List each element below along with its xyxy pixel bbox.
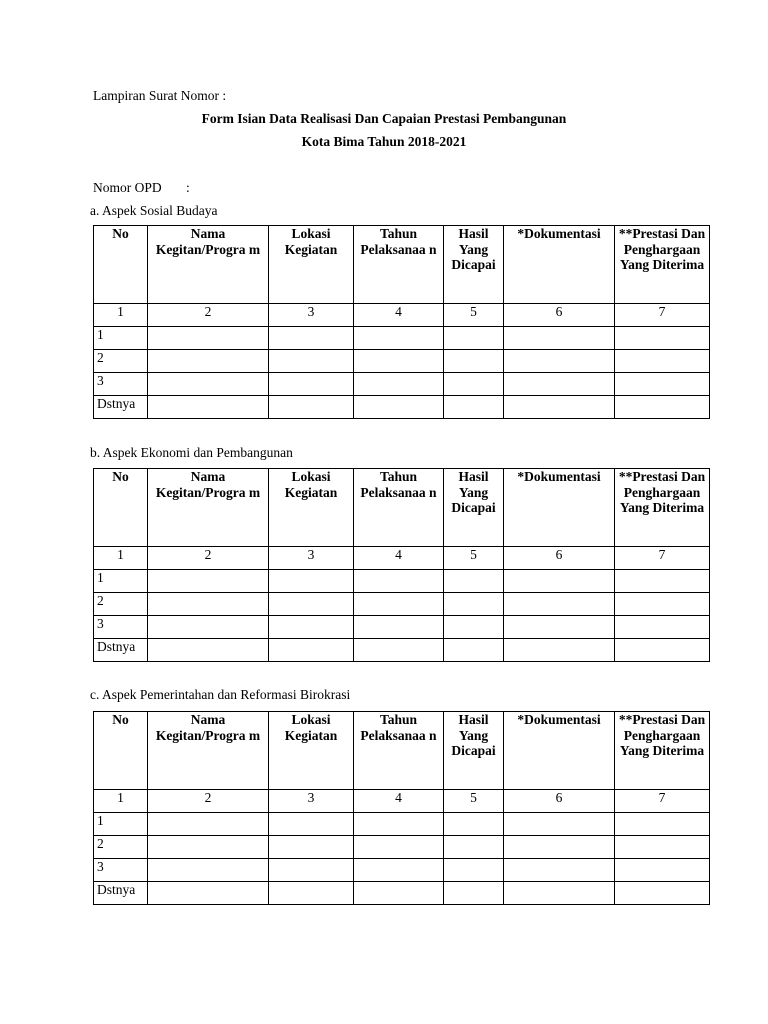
row-number: 1 bbox=[94, 570, 148, 593]
header-col-nama-kegiatan: Nama Kegitan/Progra m bbox=[148, 712, 269, 790]
section-heading-c bbox=[90, 687, 350, 703]
column-number: 4 bbox=[354, 304, 444, 327]
header-col-tahun: Tahun Pelaksanaa n bbox=[354, 226, 444, 304]
empty-input-cell[interactable] bbox=[615, 396, 710, 419]
empty-input-cell[interactable] bbox=[504, 373, 615, 396]
empty-input-cell[interactable] bbox=[504, 882, 615, 905]
table-row bbox=[94, 593, 710, 616]
empty-input-cell[interactable] bbox=[269, 593, 354, 616]
column-number-row bbox=[94, 547, 710, 570]
empty-input-cell[interactable] bbox=[269, 327, 354, 350]
empty-input-cell[interactable] bbox=[148, 882, 269, 905]
empty-input-cell[interactable] bbox=[444, 859, 504, 882]
empty-input-cell[interactable] bbox=[269, 639, 354, 662]
empty-input-cell[interactable] bbox=[615, 882, 710, 905]
section-heading-b bbox=[90, 445, 293, 461]
empty-input-cell[interactable] bbox=[148, 813, 269, 836]
empty-input-cell[interactable] bbox=[354, 859, 444, 882]
column-number: 6 bbox=[504, 790, 615, 813]
table-row bbox=[94, 570, 710, 593]
empty-input-cell[interactable] bbox=[504, 859, 615, 882]
empty-input-cell[interactable] bbox=[354, 327, 444, 350]
empty-input-cell[interactable] bbox=[148, 373, 269, 396]
column-number: 5 bbox=[444, 790, 504, 813]
table-row bbox=[94, 859, 710, 882]
empty-input-cell[interactable] bbox=[444, 639, 504, 662]
empty-input-cell[interactable] bbox=[354, 350, 444, 373]
empty-input-cell[interactable] bbox=[615, 373, 710, 396]
row-number: 1 bbox=[94, 327, 148, 350]
row-number: 2 bbox=[94, 350, 148, 373]
empty-input-cell[interactable] bbox=[444, 570, 504, 593]
row-number: 3 bbox=[94, 859, 148, 882]
column-number-row bbox=[94, 304, 710, 327]
section-title: Aspek Sosial Budaya bbox=[102, 203, 218, 218]
section-title: Aspek Pemerintahan dan Reformasi Birokrasi bbox=[102, 687, 351, 702]
empty-input-cell[interactable] bbox=[148, 570, 269, 593]
empty-input-cell[interactable] bbox=[354, 836, 444, 859]
row-number: 1 bbox=[94, 813, 148, 836]
table-row bbox=[94, 882, 710, 905]
empty-input-cell[interactable] bbox=[269, 350, 354, 373]
header-col-dokumentasi: *Dokumentasi bbox=[504, 226, 615, 304]
empty-input-cell[interactable] bbox=[148, 327, 269, 350]
table-row bbox=[94, 350, 710, 373]
empty-input-cell[interactable] bbox=[504, 836, 615, 859]
column-number-row bbox=[94, 790, 710, 813]
column-number: 4 bbox=[354, 547, 444, 570]
empty-input-cell[interactable] bbox=[269, 882, 354, 905]
empty-input-cell[interactable] bbox=[504, 593, 615, 616]
header-col-dokumentasi: *Dokumentasi bbox=[504, 712, 615, 790]
empty-input-cell[interactable] bbox=[269, 813, 354, 836]
column-number: 3 bbox=[269, 304, 354, 327]
header-col-no: No bbox=[94, 469, 148, 547]
header-col-nama-kegiatan: Nama Kegitan/Progra m bbox=[148, 469, 269, 547]
empty-input-cell[interactable] bbox=[269, 616, 354, 639]
header-col-hasil: Hasil Yang Dicapai bbox=[444, 226, 504, 304]
empty-input-cell[interactable] bbox=[269, 859, 354, 882]
empty-input-cell[interactable] bbox=[354, 813, 444, 836]
empty-input-cell[interactable] bbox=[504, 813, 615, 836]
form-table-ekonomi-pembangunan bbox=[93, 468, 710, 662]
column-number: 1 bbox=[94, 790, 148, 813]
empty-input-cell[interactable] bbox=[504, 350, 615, 373]
row-number: Dstnya bbox=[94, 639, 148, 662]
nomor-opd-colon: : bbox=[186, 180, 190, 195]
empty-input-cell[interactable] bbox=[615, 327, 710, 350]
table-header-row bbox=[94, 469, 710, 547]
form-table-sosial-budaya bbox=[93, 225, 710, 419]
empty-input-cell[interactable] bbox=[615, 570, 710, 593]
header-col-no: No bbox=[94, 712, 148, 790]
lampiran-line: Lampiran Surat Nomor : bbox=[93, 88, 227, 103]
empty-input-cell[interactable] bbox=[504, 327, 615, 350]
empty-input-cell[interactable] bbox=[444, 882, 504, 905]
empty-input-cell[interactable] bbox=[444, 813, 504, 836]
empty-input-cell[interactable] bbox=[615, 616, 710, 639]
column-number: 2 bbox=[148, 304, 269, 327]
table-header-row bbox=[94, 226, 710, 304]
document-title: Form Isian Data Realisasi Dan Capaian Prestasi Pembangunan bbox=[201, 111, 567, 126]
column-number: 7 bbox=[615, 304, 710, 327]
section-title: Aspek Ekonomi dan Pembangunan bbox=[102, 445, 293, 460]
empty-input-cell[interactable] bbox=[444, 836, 504, 859]
table-row bbox=[94, 813, 710, 836]
empty-input-cell[interactable] bbox=[269, 836, 354, 859]
empty-input-cell[interactable] bbox=[148, 350, 269, 373]
row-number: Dstnya bbox=[94, 882, 148, 905]
column-number: 1 bbox=[94, 547, 148, 570]
header-col-tahun: Tahun Pelaksanaa n bbox=[354, 469, 444, 547]
empty-input-cell[interactable] bbox=[444, 327, 504, 350]
empty-input-cell[interactable] bbox=[354, 639, 444, 662]
empty-input-cell[interactable] bbox=[269, 373, 354, 396]
column-number: 5 bbox=[444, 304, 504, 327]
empty-input-cell[interactable] bbox=[148, 396, 269, 419]
empty-input-cell[interactable] bbox=[615, 639, 710, 662]
table-row bbox=[94, 396, 710, 419]
header-col-prestasi: **Prestasi Dan Penghargaan Yang Diterima bbox=[615, 712, 710, 790]
column-number: 3 bbox=[269, 790, 354, 813]
empty-input-cell[interactable] bbox=[615, 593, 710, 616]
row-number: 2 bbox=[94, 836, 148, 859]
empty-input-cell[interactable] bbox=[354, 593, 444, 616]
empty-input-cell[interactable] bbox=[354, 570, 444, 593]
table-row bbox=[94, 616, 710, 639]
section-marker: c. bbox=[90, 687, 100, 702]
column-number: 3 bbox=[269, 547, 354, 570]
empty-input-cell[interactable] bbox=[444, 373, 504, 396]
empty-input-cell[interactable] bbox=[354, 616, 444, 639]
table-row bbox=[94, 639, 710, 662]
column-number: 7 bbox=[615, 547, 710, 570]
empty-input-cell[interactable] bbox=[269, 570, 354, 593]
empty-input-cell[interactable] bbox=[615, 350, 710, 373]
empty-input-cell[interactable] bbox=[615, 859, 710, 882]
section-marker: b. bbox=[90, 445, 101, 460]
empty-input-cell[interactable] bbox=[444, 616, 504, 639]
column-number: 2 bbox=[148, 790, 269, 813]
nomor-opd-label: Nomor OPD bbox=[93, 180, 162, 195]
empty-input-cell[interactable] bbox=[504, 616, 615, 639]
empty-input-cell[interactable] bbox=[148, 593, 269, 616]
column-number: 4 bbox=[354, 790, 444, 813]
document-subtitle: Kota Bima Tahun 2018-2021 bbox=[301, 134, 467, 149]
column-number: 6 bbox=[504, 304, 615, 327]
header-col-lokasi: Lokasi Kegiatan bbox=[269, 469, 354, 547]
header-col-hasil: Hasil Yang Dicapai bbox=[444, 469, 504, 547]
empty-input-cell[interactable] bbox=[504, 396, 615, 419]
empty-input-cell[interactable] bbox=[354, 396, 444, 419]
empty-input-cell[interactable] bbox=[504, 570, 615, 593]
header-col-nama-kegiatan: Nama Kegitan/Progra m bbox=[148, 226, 269, 304]
table-row bbox=[94, 373, 710, 396]
empty-input-cell[interactable] bbox=[148, 616, 269, 639]
column-number: 7 bbox=[615, 790, 710, 813]
row-number: Dstnya bbox=[94, 396, 148, 419]
section-heading-a bbox=[90, 203, 218, 219]
header-col-no: No bbox=[94, 226, 148, 304]
header-col-prestasi: **Prestasi Dan Penghargaan Yang Diterima bbox=[615, 226, 710, 304]
section-marker: a. bbox=[90, 203, 100, 218]
empty-input-cell[interactable] bbox=[444, 396, 504, 419]
empty-input-cell[interactable] bbox=[148, 836, 269, 859]
header-col-hasil: Hasil Yang Dicapai bbox=[444, 712, 504, 790]
header-col-prestasi: **Prestasi Dan Penghargaan Yang Diterima bbox=[615, 469, 710, 547]
row-number: 2 bbox=[94, 593, 148, 616]
empty-input-cell[interactable] bbox=[444, 593, 504, 616]
empty-input-cell[interactable] bbox=[354, 882, 444, 905]
empty-input-cell[interactable] bbox=[148, 639, 269, 662]
table-row bbox=[94, 836, 710, 859]
row-number: 3 bbox=[94, 373, 148, 396]
column-number: 5 bbox=[444, 547, 504, 570]
form-table-pemerintahan-reformasi bbox=[93, 711, 710, 905]
column-number: 1 bbox=[94, 304, 148, 327]
table-row bbox=[94, 327, 710, 350]
empty-input-cell[interactable] bbox=[354, 373, 444, 396]
column-number: 6 bbox=[504, 547, 615, 570]
empty-input-cell[interactable] bbox=[615, 813, 710, 836]
table-header-row bbox=[94, 712, 710, 790]
header-col-lokasi: Lokasi Kegiatan bbox=[269, 712, 354, 790]
empty-input-cell[interactable] bbox=[444, 350, 504, 373]
header-col-tahun: Tahun Pelaksanaa n bbox=[354, 712, 444, 790]
column-number: 2 bbox=[148, 547, 269, 570]
header-col-dokumentasi: *Dokumentasi bbox=[504, 469, 615, 547]
empty-input-cell[interactable] bbox=[504, 639, 615, 662]
header-col-lokasi: Lokasi Kegiatan bbox=[269, 226, 354, 304]
row-number: 3 bbox=[94, 616, 148, 639]
empty-input-cell[interactable] bbox=[148, 859, 269, 882]
empty-input-cell[interactable] bbox=[269, 396, 354, 419]
empty-input-cell[interactable] bbox=[615, 836, 710, 859]
